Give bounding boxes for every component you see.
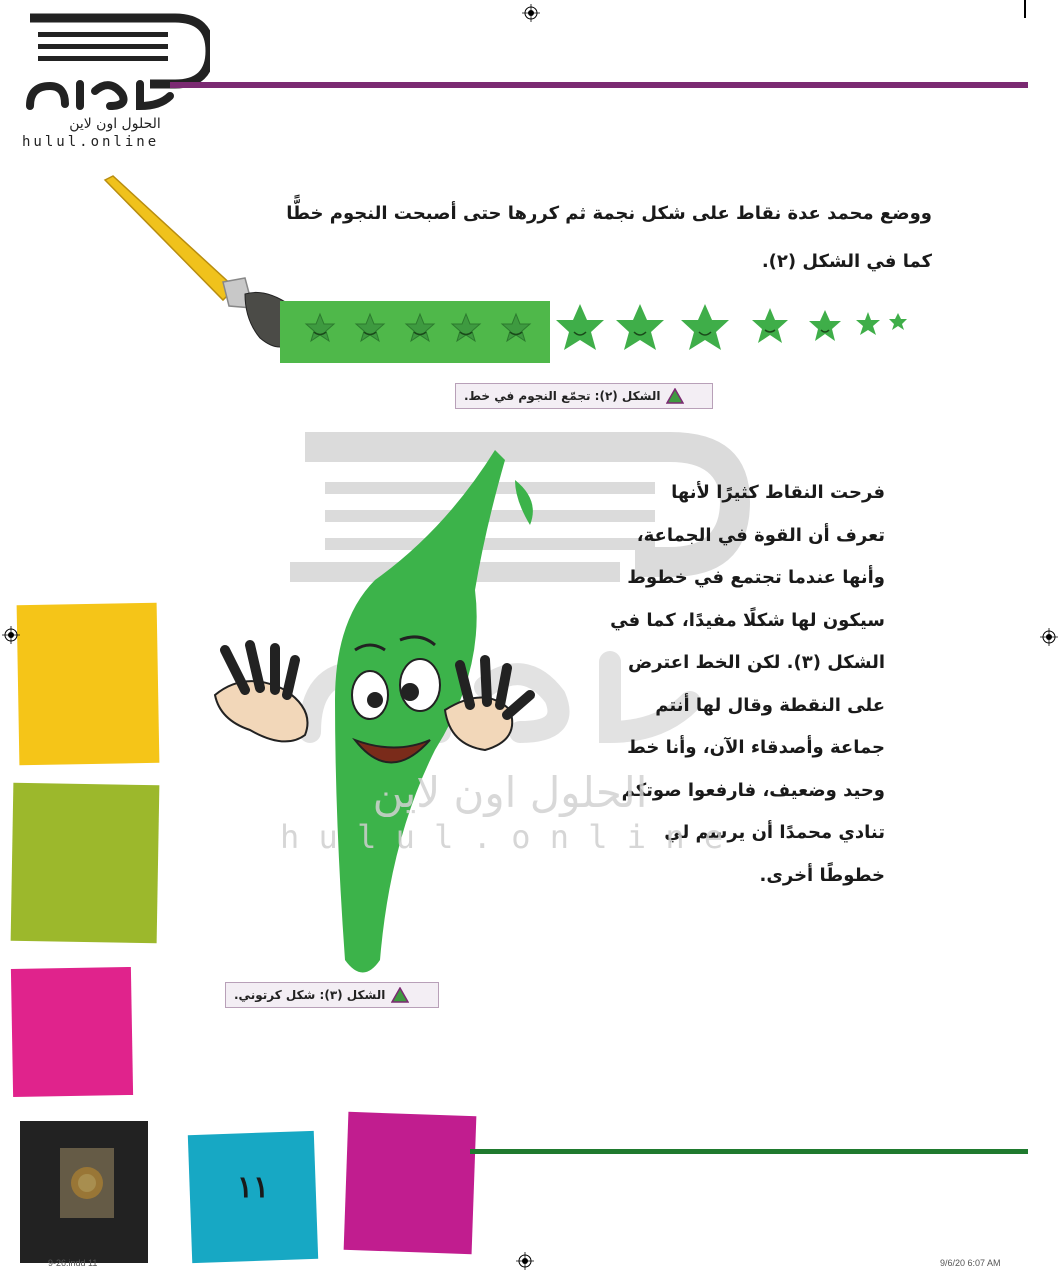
paragraph-2-line: على النقطة وقال لها أنتم	[655, 694, 885, 716]
logo-graphic	[10, 6, 210, 116]
paragraph-2-line: جماعة وأصدقاء الآن، وأنا خط	[627, 737, 885, 758]
header-rule	[170, 82, 1028, 88]
site-logo	[10, 6, 210, 156]
paragraph-1-line-2: كما في الشكل (٢).	[761, 251, 932, 272]
paragraph-2-line: فرحت النقاط كثيرًا لأنها	[671, 482, 885, 503]
registration-mark-bottom	[516, 1252, 534, 1270]
file-slug: 9-26.indd 11	[48, 1258, 98, 1268]
paragraph-2-line: وحيد وضعيف، فارفعوا صوتكم	[621, 779, 885, 801]
watermark-arabic: الحلول اون لاين	[372, 768, 648, 817]
registration-mark-left	[2, 626, 20, 644]
figure-3-caption	[225, 982, 439, 1008]
crop-mark	[1024, 0, 1026, 18]
page-number: ١١	[236, 1170, 270, 1205]
decor-square-yellow	[17, 603, 160, 765]
coin-icon	[60, 1148, 114, 1218]
paragraph-1-line-1: ووضع محمد عدة نقاط على شكل نجمة ثم كررها حتى أصبحت النجوم خطًّا	[286, 203, 932, 224]
decor-square-purple	[344, 1112, 477, 1254]
cartoon-line-character	[195, 440, 555, 985]
figure-2-caption-text: الشكل (٢): تجمّع النجوم في خط.	[464, 389, 661, 403]
paragraph-1	[240, 190, 932, 286]
decor-square-lime	[11, 783, 160, 944]
paragraph-2-line: الشكل (٣). لكن الخط اعترض	[628, 652, 885, 673]
decor-square-magenta	[11, 967, 133, 1097]
paragraph-2-line: تنادي محمدًا أن يرسم لي	[664, 822, 885, 843]
paragraph-2-line: خطوطًا أخرى.	[759, 864, 885, 886]
footer-rule	[470, 1149, 1028, 1154]
logo-tagline-arabic: الحلول اون لاين	[69, 116, 161, 132]
registration-mark-right	[1040, 628, 1058, 646]
registration-mark-top	[522, 4, 540, 22]
figure-2-stars	[280, 296, 920, 368]
figure-3-caption-text: الشكل (٣): شكل كرتوني.	[234, 988, 386, 1002]
caption-triangle-icon	[391, 987, 409, 1003]
figure-2-caption	[455, 383, 713, 409]
paragraph-2-line: وأنها عندما تجتمع في خطوط	[627, 567, 885, 588]
print-timestamp: 9/6/20 6:07 AM	[940, 1258, 1001, 1268]
watermark-latin: h u l u l . o n l i n e	[280, 818, 724, 856]
caption-triangle-icon	[666, 388, 684, 404]
decor-thumbnail	[60, 1148, 114, 1218]
paragraph-2-line: سيكون لها شكلًا مفيدًا، كما في	[610, 609, 885, 631]
paragraph-2-line: تعرف أن القوة في الجماعة،	[636, 524, 885, 546]
logo-latin: hulul.online	[22, 134, 160, 150]
